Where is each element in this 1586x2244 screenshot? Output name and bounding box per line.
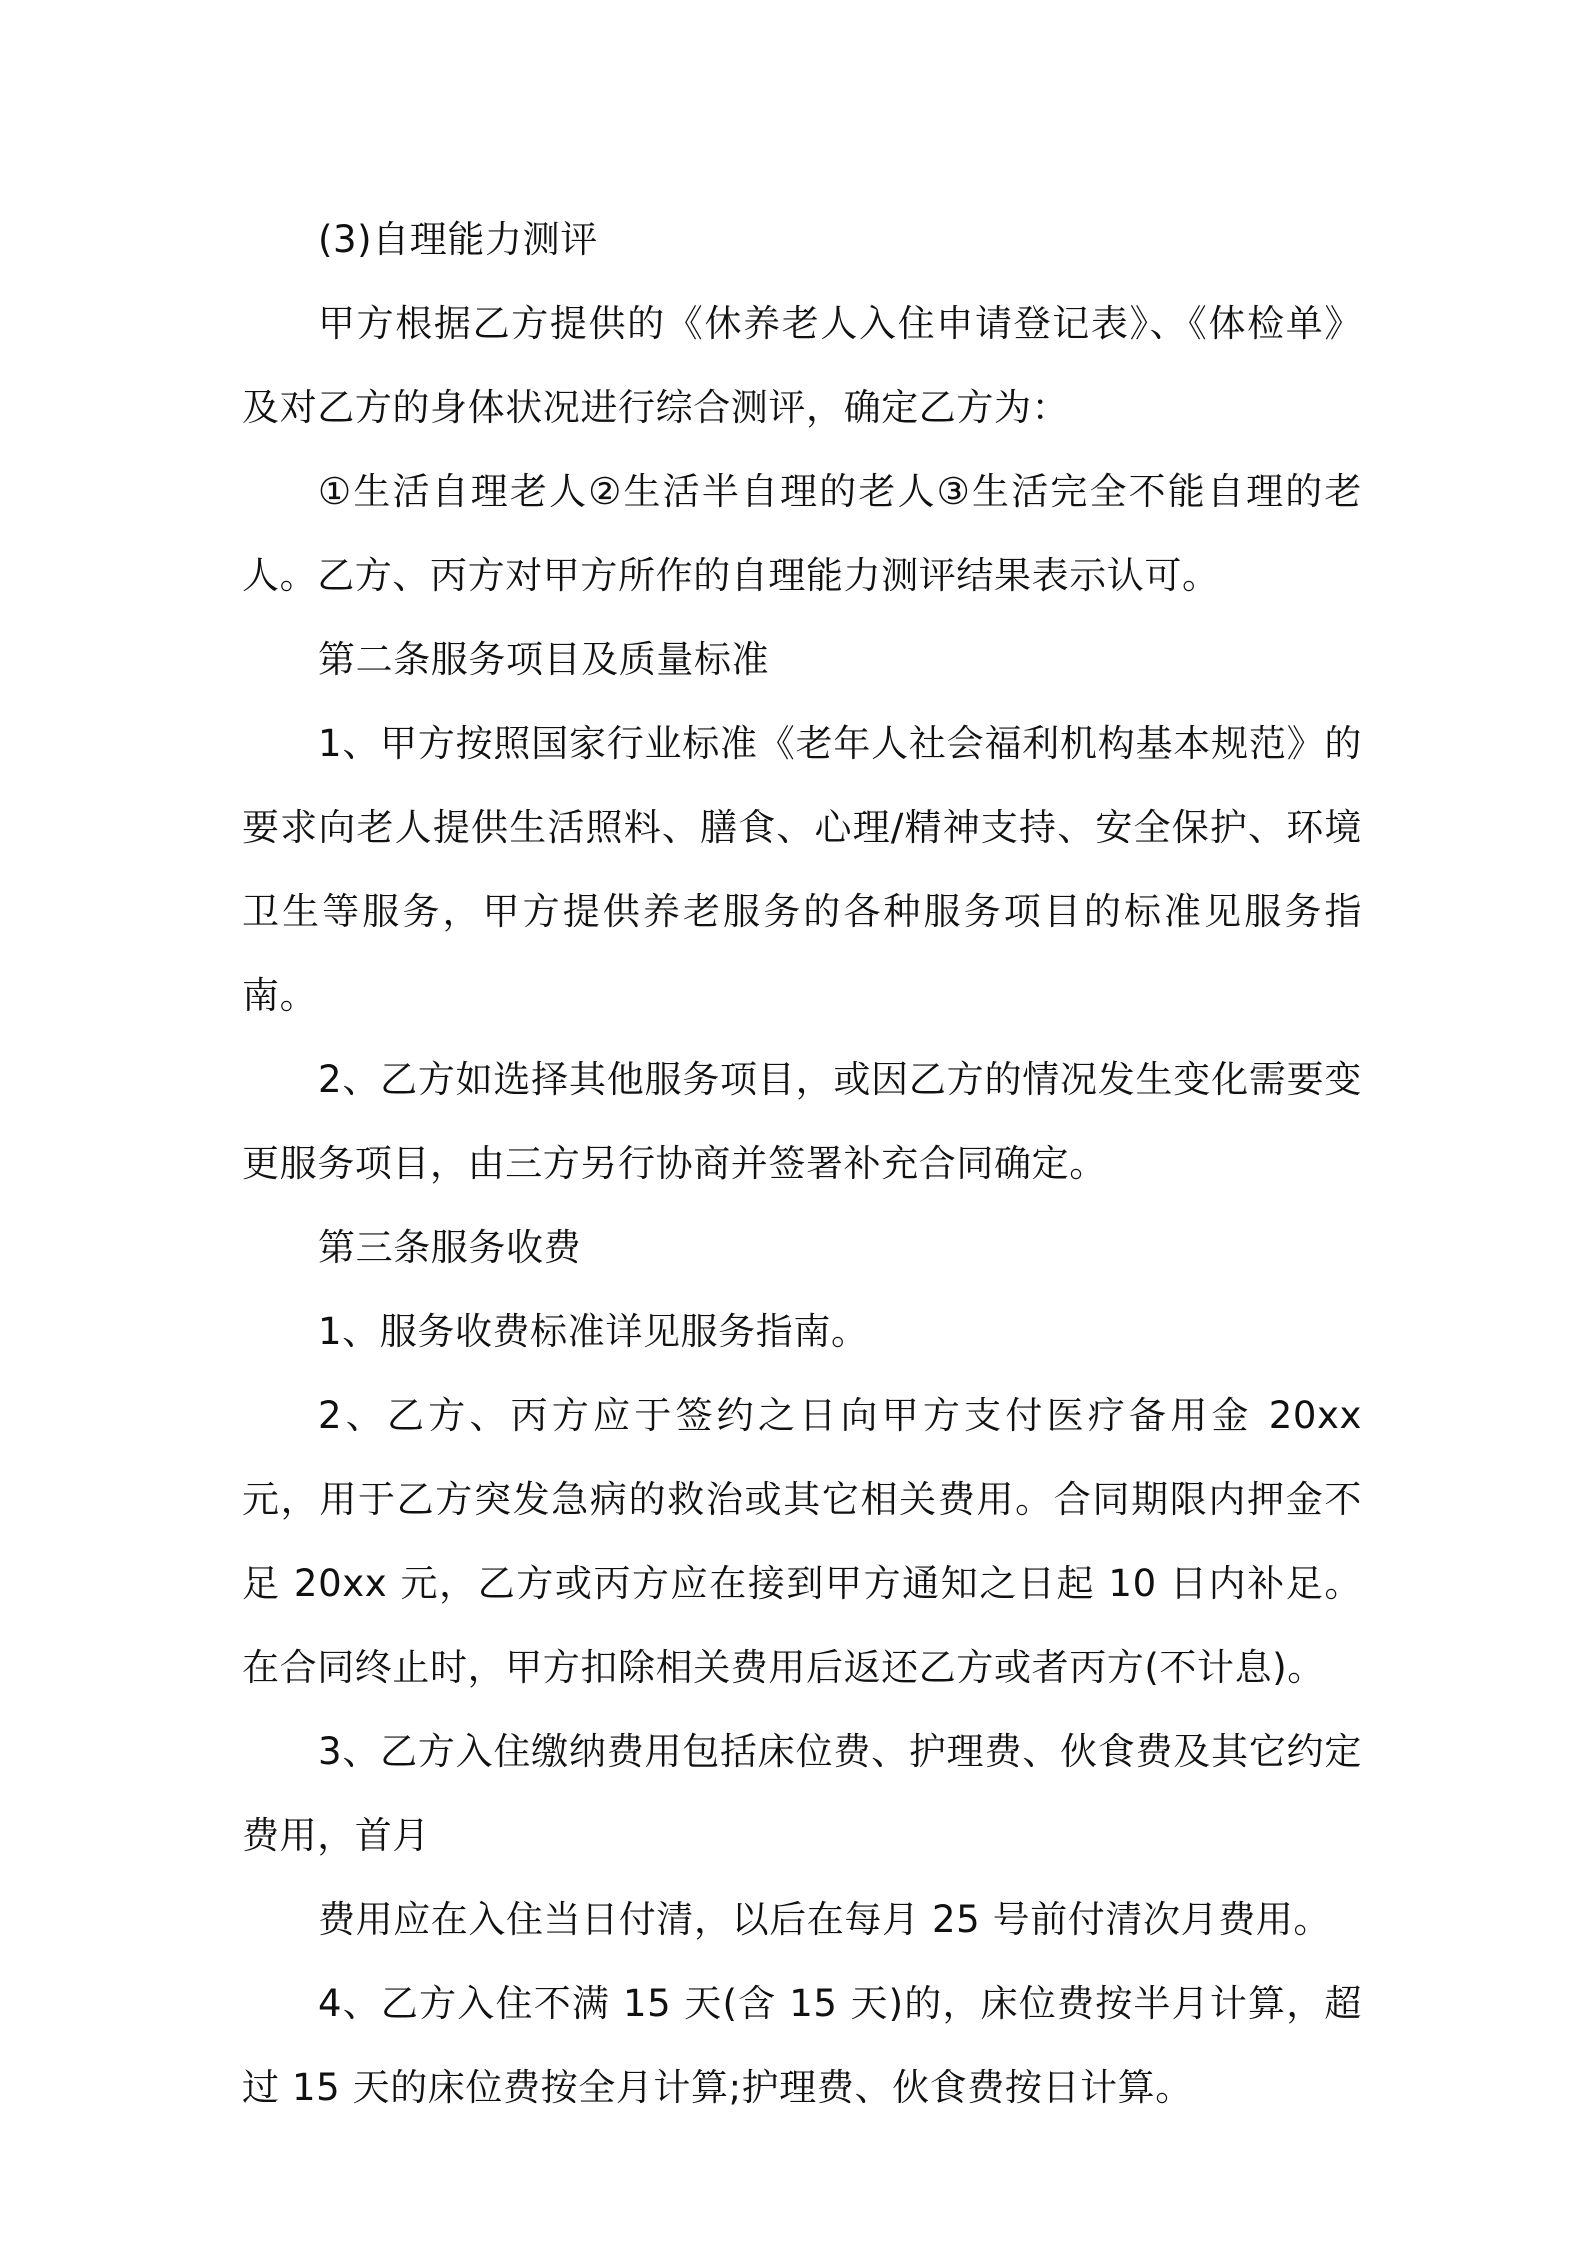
care-level-paragraph: ①生活自理老人②生活半自理的老人③生活完全不能自理的老人。乙方、丙方对甲方所作的自理能力测评结果表示认可。 <box>242 470 1362 597</box>
article-two-heading: 第二条服务项目及质量标准 <box>318 638 770 681</box>
payment-timing-paragraph: 费用应在入住当日付清，以后在每月 25 号前付清次月费用。 <box>318 1898 1332 1941</box>
article-three-heading: 第三条服务收费 <box>318 1226 582 1269</box>
fee-standard-paragraph: 1、服务收费标准详见服务指南。 <box>318 1310 869 1353</box>
fee-items-paragraph: 3、乙方入住缴纳费用包括床位费、护理费、伙食费及其它约定费用，首月 <box>242 1730 1362 1857</box>
self-care-assessment-heading: (3)自理能力测评 <box>318 218 598 261</box>
medical-deposit-paragraph: 2、乙方、丙方应于签约之日向甲方支付医疗备用金 20xx 元，用于乙方突发急病的救治或其它相关费用。合同期限内押金不足 20xx 元，乙方或丙方应在接到甲方通知之日起 10 日内补足。在合同终止时，甲方扣除相关费用后返还乙方或者丙方(不计息)。 <box>242 1394 1362 1689</box>
assessment-paragraph: 甲方根据乙方提供的《休养老人入住申请登记表》、《体检单》及对乙方的身体状况进行综合测评，确定乙方为： <box>242 302 1362 429</box>
service-standard-paragraph: 1、甲方按照国家行业标准《老年人社会福利机构基本规范》的要求向老人提供生活照料、膳食、心理/精神支持、安全保护、环境卫生等服务，甲方提供养老服务的各种服务项目的标准见服务指南。 <box>242 722 1362 1017</box>
short-stay-billing-paragraph: 4、乙方入住不满 15 天(含 15 天)的，床位费按半月计算，超过 15 天的床位费按全月计算;护理费、伙食费按日计算。 <box>242 1982 1362 2109</box>
document-body <box>242 198 1362 2130</box>
service-change-paragraph: 2、乙方如选择其他服务项目，或因乙方的情况发生变化需要变更服务项目，由三方另行协商并签署补充合同确定。 <box>242 1058 1362 1185</box>
